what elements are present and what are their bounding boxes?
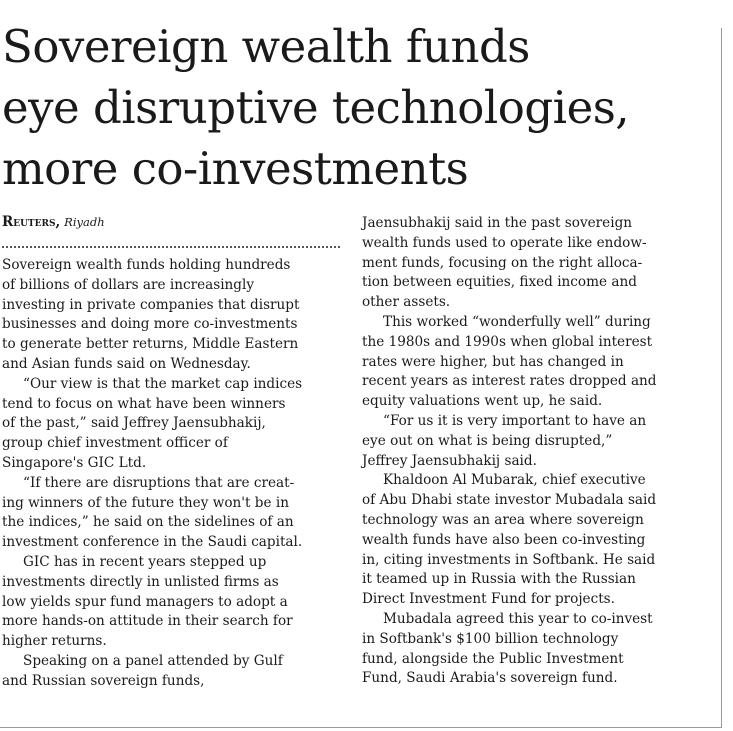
body-line: of Abu Dhabi state investor Mubadala said (362, 492, 657, 509)
body-line: rates were higher, but has changed in (362, 353, 624, 370)
headline-line: more co-investments (2, 142, 469, 195)
body-line: to generate better returns, Middle Eastern (2, 336, 299, 353)
body-line: technology was an area where sovereign (362, 511, 644, 528)
headline-line: Sovereign wealth funds (2, 20, 530, 73)
body-line: the indices,” he said on the sidelines of an (2, 514, 294, 531)
body-line: and Russian sovereign funds, (2, 672, 205, 689)
byline-place: Riyadh (64, 215, 105, 229)
body-line: fund, alongside the Public Investment (362, 650, 624, 667)
headline (2, 16, 714, 199)
left-column (2, 256, 340, 692)
body-line: “If there are disruptions that are creat- (23, 474, 295, 491)
body-line: Khaldoon Al Mubarak, chief executive (383, 472, 646, 489)
body-line: wealth funds used to operate like endow- (362, 234, 647, 251)
body-line: other assets. (362, 294, 451, 311)
body-line: Speaking on a panel attended by Gulf (23, 652, 283, 669)
body-line: investing in private companies that disrupt (2, 296, 300, 313)
body-line: Fund, Saudi Arabia's sovereign fund. (362, 670, 618, 687)
body-line: ing winners of the future they won't be in (2, 494, 289, 511)
body-line: equity valuations went up, he said. (362, 393, 603, 410)
right-column (362, 214, 704, 689)
body-line: Jaensubhakij said in the past sovereign (362, 215, 633, 231)
body-line: of the past,” said Jeffrey Jaensubhakij, (2, 415, 266, 432)
column-rule-right (721, 28, 722, 728)
body-line: the 1980s and 1990s when global interest (362, 333, 653, 350)
body-line: “Our view is that the market cap indices (23, 375, 303, 392)
byline-agency: Reuters, (2, 214, 61, 230)
body-line: businesses and doing more co-investments (2, 316, 298, 333)
body-line: Singapore's GIC Ltd. (2, 454, 147, 471)
body-line: Sovereign wealth funds holding hundreds (2, 257, 291, 273)
body-line: tend to focus on what have been winners (2, 395, 286, 412)
body-line: group chief investment officer of (2, 435, 228, 452)
body-line: eye out on what is being disrupted,” (362, 432, 613, 449)
body-line: GIC has in recent years stepped up (23, 553, 267, 570)
body-line: recent years as interest rates dropped and (362, 373, 657, 390)
body-line: This worked “wonderfully well” during (383, 313, 651, 330)
body-line: wealth funds have also been co-investing (362, 531, 646, 548)
body-line: investment conference in the Saudi capital. (2, 534, 303, 551)
body-line: Jeffrey Jaensubhakij said. (362, 452, 537, 469)
body-line: more hands-on attitude in their search for (2, 613, 293, 630)
body-line: higher returns. (2, 633, 107, 650)
headline-line: eye disruptive technologies, (2, 81, 630, 134)
body-line: of billions of dollars are increasingly (2, 276, 255, 293)
page-rule-bottom (0, 727, 721, 728)
body-line: investments directly in unlisted firms as (2, 573, 279, 590)
byline-dotted-divider (2, 246, 340, 248)
byline (2, 213, 340, 232)
body-line: ment funds, focusing on the right alloca- (362, 254, 643, 271)
body-line: in Softbank's $100 billion technology (362, 630, 619, 647)
body-line: low yields spur fund managers to adopt a (2, 593, 288, 610)
body-line: in, citing investments in Softbank. He said (362, 551, 656, 568)
body-line: Direct Investment Fund for projects. (362, 591, 615, 608)
body-line: and Asian funds said on Wednesday. (2, 355, 251, 372)
body-line: Mubadala agreed this year to co-invest (383, 610, 653, 627)
body-line: “For us it is very important to have an (383, 412, 647, 429)
body-line: tion between equities, fixed income and (362, 274, 637, 291)
body-line: it teamed up in Russia with the Russian (362, 571, 636, 588)
